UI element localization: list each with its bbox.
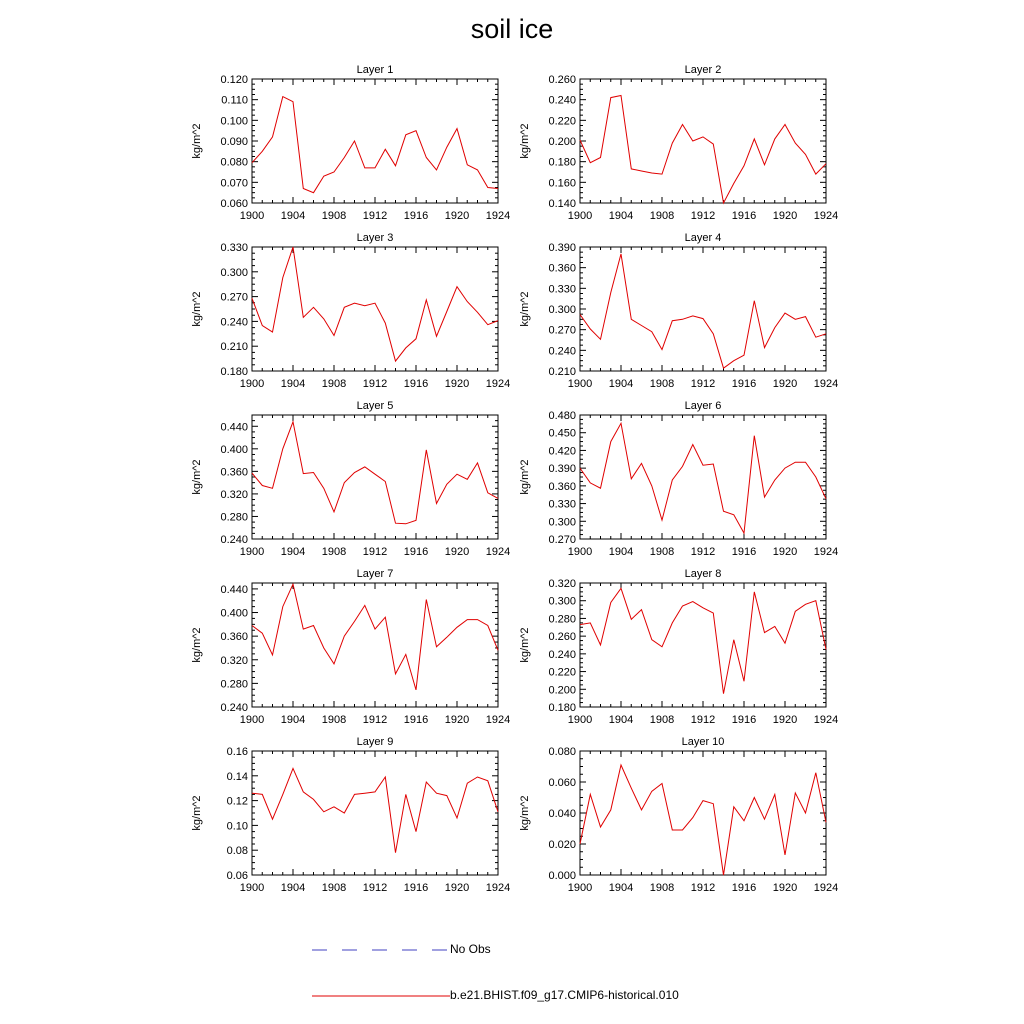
y-axis-label: kg/m^2 [191, 123, 203, 159]
y-tick-label: 0.090 [220, 136, 248, 148]
x-tick-label: 1920 [772, 882, 798, 894]
x-tick-label: 1924 [813, 210, 839, 222]
x-tick-label: 1900 [567, 546, 593, 558]
y-tick-label: 0.440 [220, 583, 248, 596]
y-tick-label: 0.260 [548, 74, 576, 86]
y-tick-label: 0.280 [548, 613, 576, 626]
y-tick-label: 0.240 [548, 648, 576, 661]
panel-title: Layer 9 [356, 736, 394, 748]
x-tick-label: 1920 [444, 210, 470, 222]
x-tick-label: 1924 [813, 546, 839, 558]
plot-frame [252, 751, 498, 875]
x-tick-label: 1916 [403, 210, 429, 222]
x-tick-label: 1924 [813, 378, 839, 390]
x-tick-label: 1920 [444, 714, 470, 726]
x-tick-label: 1904 [280, 210, 306, 222]
plot-frame [580, 415, 826, 539]
y-tick-label: 0.280 [220, 678, 248, 691]
y-tick-label: 0.320 [220, 488, 248, 501]
x-tick-label: 1912 [690, 378, 716, 390]
x-tick-label: 1904 [608, 714, 634, 726]
x-tick-label: 1916 [731, 378, 757, 390]
y-tick-label: 0.270 [548, 534, 576, 546]
y-tick-label: 0.280 [220, 511, 248, 524]
plot-frame [580, 247, 826, 371]
x-tick-label: 1912 [362, 882, 388, 894]
x-tick-label: 1904 [280, 546, 306, 558]
y-tick-label: 0.480 [548, 410, 576, 422]
y-tick-label: 0.210 [548, 366, 576, 378]
x-tick-label: 1908 [321, 210, 347, 222]
y-tick-label: 0.360 [548, 480, 576, 493]
series-line-1 [580, 765, 826, 875]
y-tick-label: 0.020 [548, 839, 576, 851]
plot-frame [252, 247, 498, 371]
y-tick-label: 0.450 [548, 427, 576, 440]
x-tick-label: 1912 [362, 210, 388, 222]
x-tick-label: 1924 [813, 714, 839, 726]
series-line-1 [580, 588, 826, 693]
x-tick-label: 1900 [239, 714, 265, 726]
y-tick-label: 0.390 [548, 463, 576, 476]
y-tick-label: 0.220 [548, 115, 576, 128]
y-tick-label: 0.360 [548, 262, 576, 275]
x-tick-label: 1900 [239, 378, 265, 390]
panel-title: Layer 2 [684, 64, 722, 76]
x-tick-label: 1920 [772, 378, 798, 390]
x-tick-label: 1916 [403, 378, 429, 390]
x-tick-label: 1920 [444, 882, 470, 894]
x-tick-label: 1904 [608, 546, 634, 558]
x-tick-label: 1900 [239, 882, 265, 894]
series-line-1 [252, 422, 498, 524]
x-tick-label: 1908 [649, 714, 675, 726]
y-tick-label: 0.360 [220, 631, 248, 644]
x-tick-label: 1904 [280, 882, 306, 894]
y-tick-label: 0.140 [548, 198, 576, 210]
y-tick-label: 0.360 [220, 466, 248, 479]
x-tick-label: 1924 [485, 882, 511, 894]
y-tick-label: 0.060 [548, 777, 576, 789]
x-tick-label: 1908 [321, 378, 347, 390]
legend-no-obs-label: No Obs [450, 942, 491, 956]
x-tick-label: 1920 [772, 546, 798, 558]
y-tick-label: 0.12 [226, 795, 248, 808]
x-tick-label: 1912 [362, 378, 388, 390]
y-tick-label: 0.040 [548, 808, 576, 820]
y-axis-label: kg/m^2 [519, 123, 531, 159]
y-tick-label: 0.060 [220, 198, 248, 210]
x-tick-label: 1908 [321, 546, 347, 558]
y-axis-label: kg/m^2 [519, 627, 531, 663]
y-tick-label: 0.320 [548, 578, 576, 590]
x-tick-label: 1900 [567, 210, 593, 222]
y-tick-label: 0.06 [226, 870, 248, 882]
x-tick-label: 1924 [485, 714, 511, 726]
y-tick-label: 0.330 [548, 283, 576, 296]
y-tick-label: 0.440 [220, 421, 248, 434]
series-line-1 [252, 247, 498, 361]
y-tick-label: 0.300 [548, 595, 576, 608]
y-tick-label: 0.210 [220, 341, 248, 354]
panel-title: Layer 5 [356, 400, 394, 412]
y-tick-label: 0.180 [220, 366, 248, 378]
y-tick-label: 0.420 [548, 445, 576, 458]
plot-frame [252, 583, 498, 707]
y-tick-label: 0.180 [548, 702, 576, 714]
chart-panel-layer-10 [519, 736, 838, 894]
y-tick-label: 0.120 [220, 74, 248, 86]
x-tick-label: 1924 [485, 378, 511, 390]
y-tick-label: 0.110 [221, 94, 248, 107]
y-tick-label: 0.260 [548, 631, 576, 644]
x-tick-label: 1912 [362, 714, 388, 726]
x-tick-label: 1924 [485, 210, 511, 222]
x-tick-label: 1912 [690, 546, 716, 558]
y-tick-label: 0.270 [220, 291, 248, 304]
y-tick-label: 0.200 [548, 684, 576, 697]
y-tick-label: 0.100 [220, 115, 248, 128]
y-tick-label: 0.390 [548, 242, 576, 254]
figure-title: soil ice [470, 14, 554, 44]
series-line-1 [580, 423, 826, 533]
y-tick-label: 0.300 [548, 304, 576, 316]
y-tick-label: 0.400 [220, 443, 248, 456]
y-tick-label: 0.300 [220, 266, 248, 279]
y-tick-label: 0.240 [220, 534, 248, 546]
x-tick-label: 1912 [362, 546, 388, 558]
y-tick-label: 0.240 [220, 702, 248, 714]
x-tick-label: 1916 [731, 546, 757, 558]
chart-panel-layer-3 [191, 232, 510, 390]
y-axis-label: kg/m^2 [191, 795, 203, 831]
panel-title: Layer 3 [356, 232, 394, 244]
x-tick-label: 1900 [567, 378, 593, 390]
chart-panel-layer-4 [519, 232, 838, 390]
chart-panel-layer-2 [519, 64, 838, 222]
chart-panel-layer-7 [191, 568, 510, 726]
x-tick-label: 1924 [485, 546, 511, 558]
x-tick-label: 1920 [444, 546, 470, 558]
y-axis-label: kg/m^2 [191, 459, 203, 495]
x-tick-label: 1900 [239, 210, 265, 222]
x-tick-label: 1908 [321, 714, 347, 726]
x-tick-label: 1912 [690, 210, 716, 222]
x-tick-label: 1924 [813, 882, 839, 894]
plot-frame [580, 583, 826, 707]
x-tick-label: 1916 [731, 882, 757, 894]
plot-frame [580, 751, 826, 875]
x-tick-label: 1900 [567, 882, 593, 894]
x-tick-label: 1908 [649, 882, 675, 894]
y-tick-label: 0.400 [220, 607, 248, 620]
y-tick-label: 0.000 [548, 870, 576, 882]
x-tick-label: 1916 [403, 714, 429, 726]
y-tick-label: 0.070 [220, 177, 248, 190]
x-tick-label: 1916 [731, 210, 757, 222]
y-tick-label: 0.240 [548, 345, 576, 358]
panel-title: Layer 1 [356, 64, 394, 76]
y-axis-label: kg/m^2 [519, 459, 531, 495]
panel-title: Layer 6 [684, 400, 722, 412]
x-tick-label: 1904 [280, 378, 306, 390]
series-line-1 [252, 768, 498, 852]
y-tick-label: 0.240 [220, 316, 248, 329]
y-axis-label: kg/m^2 [519, 795, 531, 831]
x-tick-label: 1904 [608, 378, 634, 390]
panel-title: Layer 10 [681, 736, 725, 748]
y-tick-label: 0.270 [548, 324, 576, 337]
x-tick-label: 1920 [772, 210, 798, 222]
x-tick-label: 1900 [239, 546, 265, 558]
x-tick-label: 1904 [280, 714, 306, 726]
chart-panel-layer-5 [191, 400, 510, 558]
y-axis-label: kg/m^2 [519, 291, 531, 327]
x-tick-label: 1916 [731, 714, 757, 726]
y-tick-label: 0.320 [220, 654, 248, 667]
panel-title: Layer 4 [684, 232, 722, 244]
x-tick-label: 1912 [690, 882, 716, 894]
panel-title: Layer 7 [356, 568, 394, 580]
x-tick-label: 1920 [444, 378, 470, 390]
panel-title: Layer 8 [684, 568, 722, 580]
y-tick-label: 0.240 [548, 94, 576, 107]
y-tick-label: 0.080 [220, 156, 248, 169]
y-tick-label: 0.200 [548, 136, 576, 148]
x-tick-label: 1920 [772, 714, 798, 726]
y-tick-label: 0.14 [226, 770, 248, 783]
plot-frame [580, 79, 826, 203]
y-tick-label: 0.10 [226, 820, 248, 833]
x-tick-label: 1904 [608, 210, 634, 222]
y-tick-label: 0.180 [548, 156, 576, 169]
series-line-1 [580, 254, 826, 368]
x-tick-label: 1908 [649, 378, 675, 390]
y-tick-label: 0.300 [548, 516, 576, 529]
y-tick-label: 0.220 [548, 666, 576, 679]
y-axis-label: kg/m^2 [191, 627, 203, 663]
y-tick-label: 0.080 [548, 746, 576, 758]
y-tick-label: 0.330 [548, 498, 576, 511]
y-tick-label: 0.330 [220, 242, 248, 254]
chart-panel-layer-1 [191, 64, 510, 222]
chart-panel-layer-6 [519, 400, 838, 558]
series-line-1 [580, 96, 826, 204]
plot-frame [252, 79, 498, 203]
x-tick-label: 1912 [690, 714, 716, 726]
x-tick-label: 1908 [649, 210, 675, 222]
series-line-1 [252, 584, 498, 690]
y-tick-label: 0.08 [226, 845, 248, 858]
y-axis-label: kg/m^2 [191, 291, 203, 327]
x-tick-label: 1916 [403, 546, 429, 558]
x-tick-label: 1916 [403, 882, 429, 894]
x-tick-label: 1900 [567, 714, 593, 726]
chart-panel-layer-9 [191, 736, 510, 894]
x-tick-label: 1908 [649, 546, 675, 558]
x-tick-label: 1908 [321, 882, 347, 894]
series-line-1 [252, 97, 498, 193]
y-tick-label: 0.16 [226, 746, 248, 758]
legend-model-label: b.e21.BHIST.f09_g17.CMIP6-historical.010 [450, 988, 679, 1002]
y-tick-label: 0.160 [548, 177, 576, 190]
x-tick-label: 1904 [608, 882, 634, 894]
chart-panel-layer-8 [519, 568, 838, 726]
